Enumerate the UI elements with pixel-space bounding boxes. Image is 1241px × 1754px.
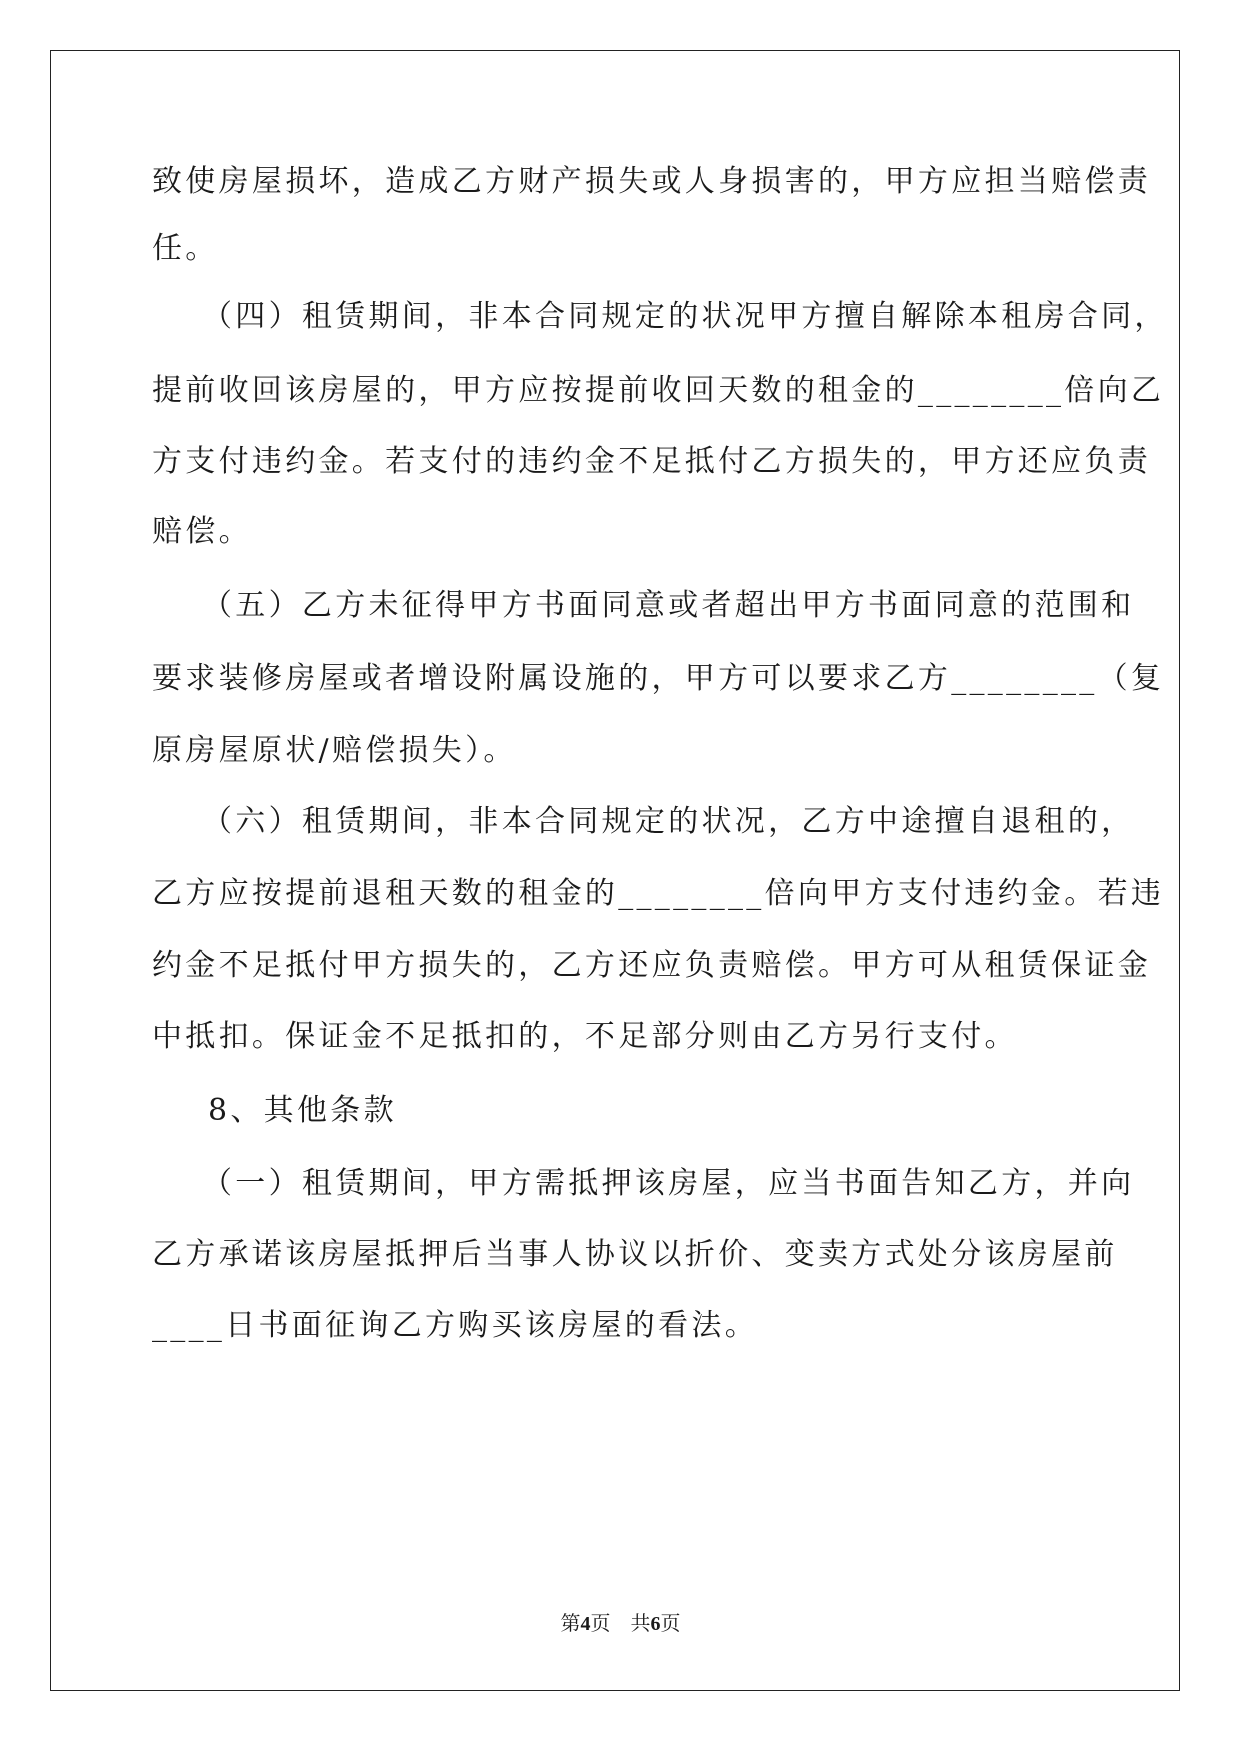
page-suffix: 页 <box>590 1613 611 1635</box>
paragraph-one-start: （一）租赁期间，甲方需抵押该房屋，应当书面告知乙方，并向 <box>202 1166 1135 1201</box>
text-line: 方支付违约金。若支付的违约金不足抵付乙方损失的，甲方还应负责 <box>152 444 1151 479</box>
text-line: 约金不足抵付甲方损失的，乙方还应负责赔偿。甲方可从租赁保证金 <box>152 948 1151 983</box>
page-prefix: 第 <box>560 1613 581 1635</box>
text-line: ____日书面征询乙方购买该房屋的看法。 <box>152 1308 758 1343</box>
page-current: 4 <box>580 1613 591 1635</box>
text-line: 任。 <box>152 231 219 266</box>
paragraph-five-start: （五）乙方未征得甲方书面同意或者超出甲方书面同意的范围和 <box>202 588 1135 623</box>
text-line: 致使房屋损坏，造成乙方财产损失或人身损害的，甲方应担当赔偿责 <box>152 164 1151 199</box>
total-suffix: 页 <box>660 1613 681 1635</box>
paragraph-four-start: （四）租赁期间，非本合同规定的状况甲方擅自解除本租房合同， <box>202 299 1168 334</box>
paragraph-six-start: （六）租赁期间，非本合同规定的状况，乙方中途擅自退租的， <box>202 804 1135 839</box>
text-line: 乙方承诺该房屋抵押后当事人协议以折价、变卖方式处分该房屋前 <box>152 1237 1118 1272</box>
section-heading-other-terms: 8、其他条款 <box>208 1093 397 1128</box>
page-total: 6 <box>650 1613 661 1635</box>
text-line: 乙方应按提前退租天数的租金的________倍向甲方支付违约金。若违 <box>152 876 1165 911</box>
text-line: 提前收回该房屋的，甲方应按提前收回天数的租金的________倍向乙 <box>152 373 1165 408</box>
text-line: 中抵扣。保证金不足抵扣的，不足部分则由乙方另行支付。 <box>152 1019 1018 1054</box>
text-line: 赔偿。 <box>152 514 252 549</box>
text-line: 要求装修房屋或者增设附属设施的，甲方可以要求乙方________（复 <box>152 661 1165 696</box>
page-number-footer <box>0 1612 1241 1636</box>
total-prefix: 共 <box>630 1613 651 1635</box>
text-line: 原房屋原状/赔偿损失）。 <box>152 733 517 768</box>
